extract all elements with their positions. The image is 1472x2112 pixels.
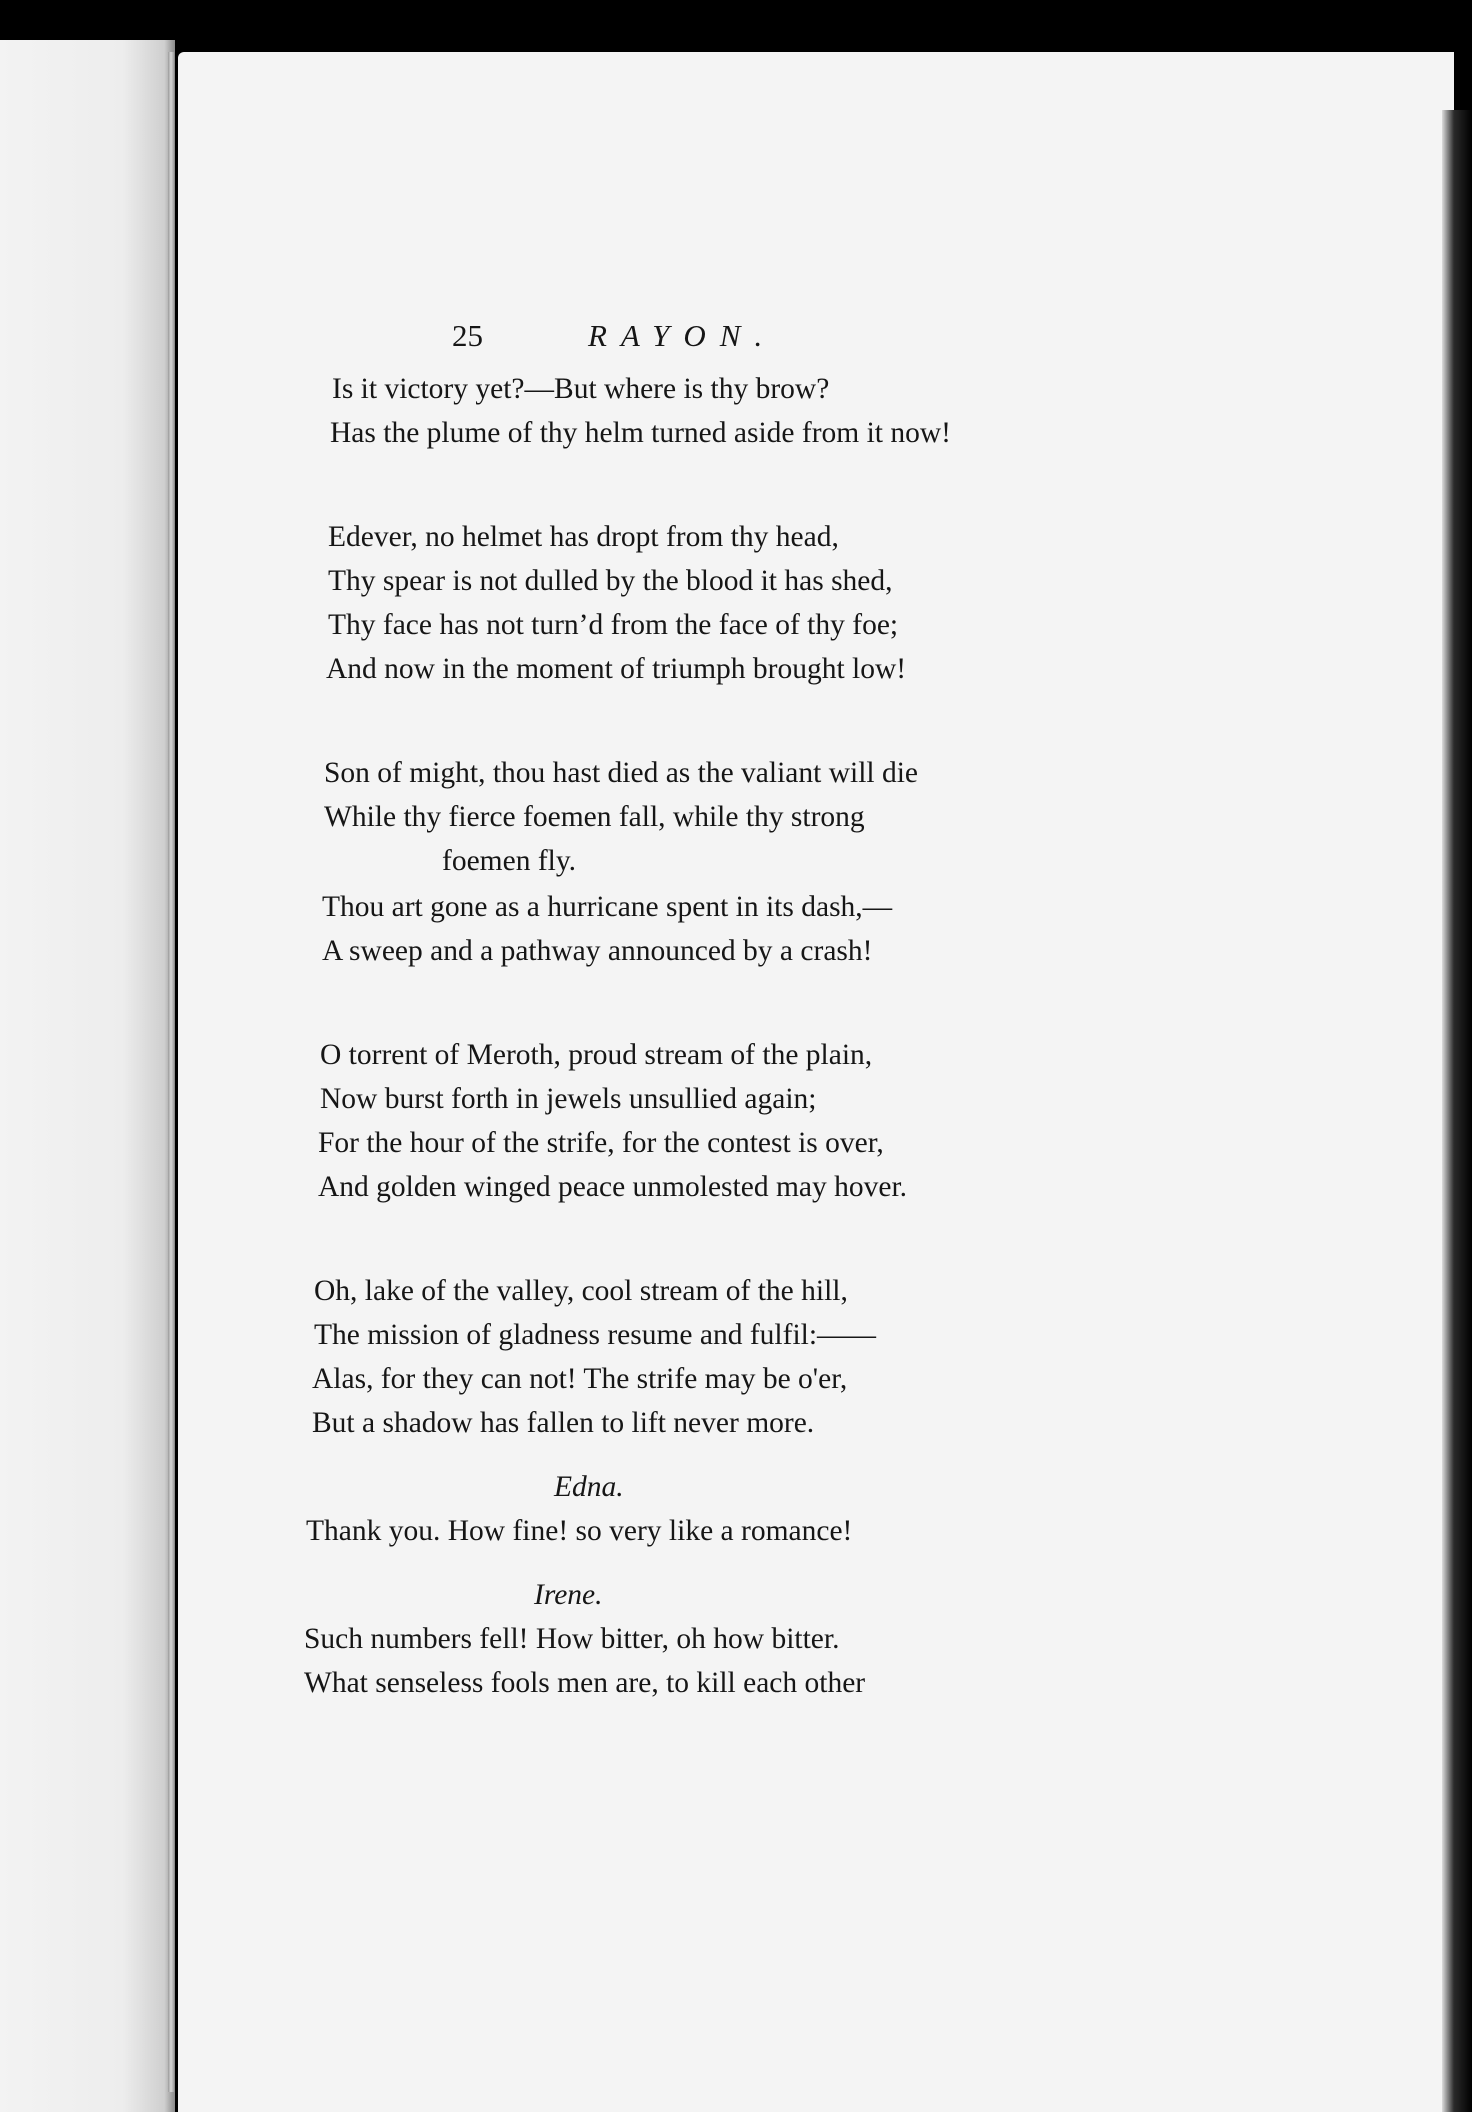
verse-line: And now in the moment of triumph brought low! (326, 653, 907, 685)
verse-line: O torrent of Meroth, proud stream of the plain, (320, 1039, 873, 1071)
dialogue-line: Thank you. How fine! so very like a romance! (306, 1515, 853, 1547)
verse-line: Is it victory yet?—But where is thy brow? (332, 373, 830, 405)
verse-line: Has the plume of thy helm turned aside from it now! (330, 417, 951, 449)
verse-line: Thou art gone as a hurricane spent in its dash,— (322, 891, 893, 923)
left-page-edge (0, 40, 175, 2112)
dialogue-line: Such numbers fell! How bitter, oh how bitter. (304, 1623, 840, 1655)
verse-line: But a shadow has fallen to lift never more. (312, 1407, 815, 1439)
verse-line: Oh, lake of the valley, cool stream of the hill, (314, 1275, 848, 1307)
speaker-name: Edna. (554, 1471, 624, 1503)
running-title: RAYON. (588, 318, 777, 353)
verse-line: Son of might, thou hast died as the valiant will die (324, 757, 919, 789)
page-number: 25 (452, 318, 483, 353)
verse-line: A sweep and a pathway announced by a crash! (322, 935, 873, 967)
verse-line: The mission of gladness resume and fulfil:—— (314, 1319, 877, 1351)
speaker-name: Irene. (534, 1579, 603, 1611)
page-right-edge (1442, 110, 1472, 2112)
dialogue-line: What senseless fools men are, to kill each other (304, 1667, 866, 1699)
verse-line: Edever, no helmet has dropt from thy head, (328, 521, 839, 553)
verse-line: While thy fierce foemen fall, while thy strong (324, 801, 865, 833)
verse-line: For the hour of the strife, for the contest is over, (318, 1127, 884, 1159)
verse-line: Thy spear is not dulled by the blood it has shed, (328, 565, 893, 597)
verse-line: And golden winged peace unmolested may hover. (318, 1171, 908, 1203)
verse-line: Thy face has not turn’d from the face of thy foe; (328, 609, 899, 641)
book-gutter (168, 52, 174, 2092)
running-head (452, 318, 1052, 354)
verse-line: Alas, for they can not! The strife may be o'er, (312, 1363, 848, 1395)
verse-line-continuation: foemen fly. (442, 845, 577, 877)
verse-line: Now burst forth in jewels unsullied again; (320, 1083, 817, 1115)
